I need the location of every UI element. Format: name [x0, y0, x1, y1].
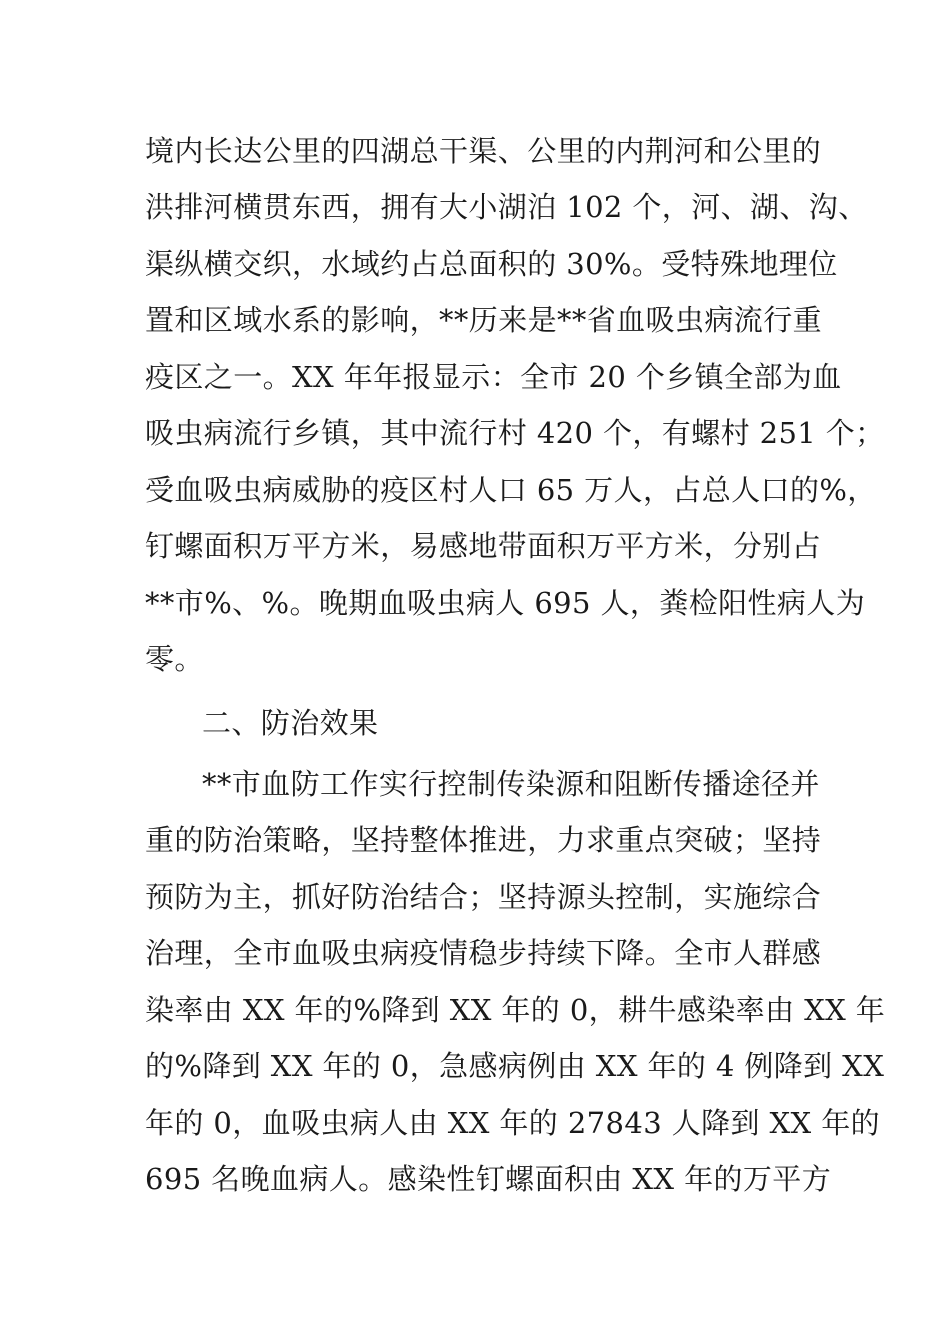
- text-line: 的%降到 XX 年的 0，急感病例由 XX 年的 4 例降到 XX: [145, 1049, 885, 1083]
- text-line: 境内长达公里的四湖总干渠、公里的内荆河和公里的: [145, 134, 822, 168]
- text-line: **市%、%。晚期血吸虫病人 695 人，粪检阳性病人为: [145, 586, 866, 620]
- text-line: 预防为主，抓好防治结合；坚持源头控制，实施综合: [145, 880, 822, 914]
- text-line: 695 名晚血病人。感染性钉螺面积由 XX 年的万平方: [145, 1162, 832, 1196]
- text-line: 染率由 XX 年的%降到 XX 年的 0，耕牛感染率由 XX 年: [145, 993, 886, 1027]
- text-line: 治理，全市血吸虫病疫情稳步持续下降。全市人群感: [145, 936, 822, 970]
- text-line: 钉螺面积万平方米，易感地带面积万平方米，分别占: [145, 529, 822, 563]
- text-line: 受血吸虫病威胁的疫区村人口 65 万人，占总人口的%，: [145, 473, 877, 507]
- text-line: 年的 0，血吸虫病人由 XX 年的 27843 人降到 XX 年的: [145, 1106, 881, 1140]
- section-heading: 二、防治效果: [202, 706, 379, 740]
- text-line: 重的防治策略，坚持整体推进，力求重点突破；坚持: [145, 823, 822, 857]
- text-line: 洪排河横贯东西，拥有大小湖泊 102 个，河、湖、沟、: [145, 190, 868, 224]
- text-line: 置和区域水系的影响，**历来是**省血吸虫病流行重: [145, 303, 823, 337]
- text-line: 疫区之一。XX 年年报显示：全市 20 个乡镇全部为血: [145, 360, 842, 394]
- paragraph-first-line: **市血防工作实行控制传染源和阻断传播途径并: [202, 767, 820, 801]
- text-line: 零。: [145, 642, 204, 676]
- text-line: 吸虫病流行乡镇，其中流行村 420 个，有螺村 251 个；: [145, 416, 885, 450]
- text-line: 渠纵横交织，水域约占总面积的 30%。受特殊地理位: [145, 247, 838, 281]
